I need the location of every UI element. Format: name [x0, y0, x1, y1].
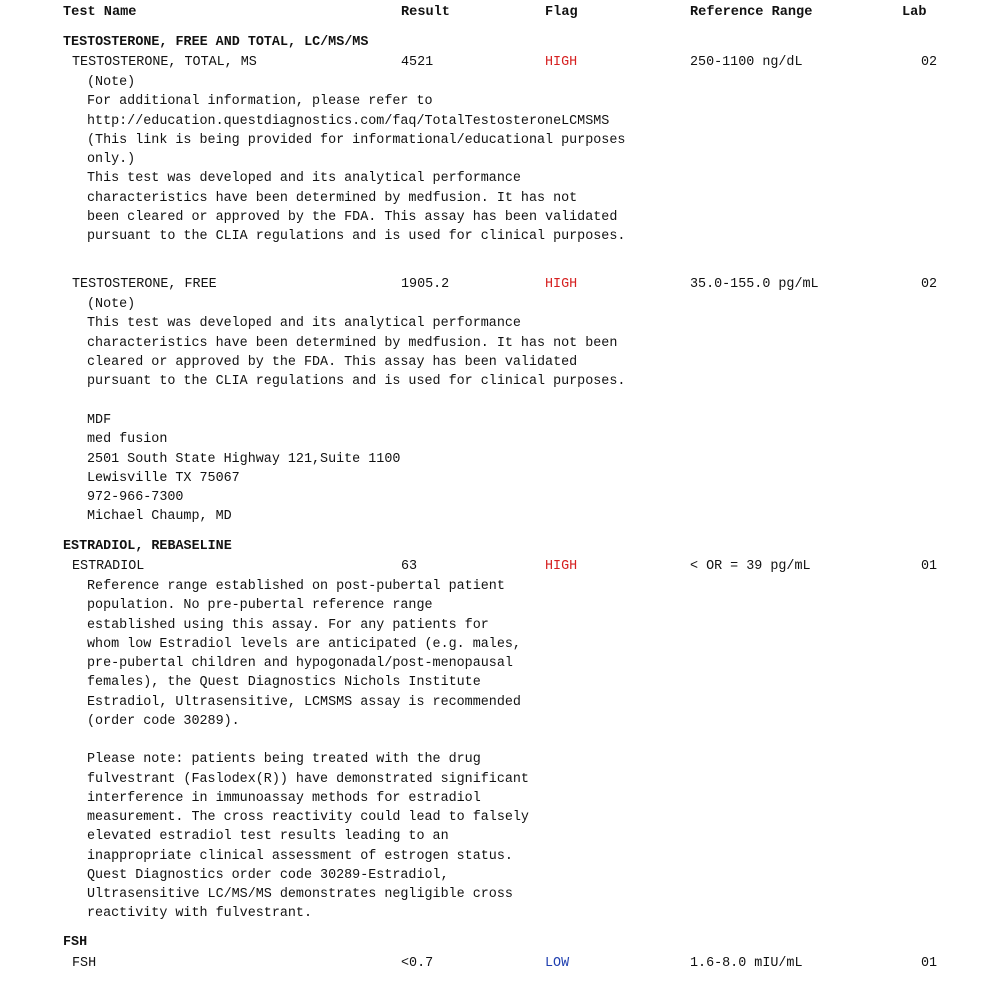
lab-code: 02: [921, 277, 938, 292]
section-title-fsh: FSH: [63, 935, 88, 950]
result-value: 1905.2: [401, 277, 450, 292]
lab-code: 01: [921, 559, 938, 574]
flag-low: LOW: [545, 956, 570, 971]
flag-high: HIGH: [545, 55, 578, 70]
lab-code: 01: [921, 956, 938, 971]
column-header-flag: Flag: [545, 5, 578, 20]
test-name: ESTRADIOL: [72, 559, 145, 574]
reference-range: < OR = 39 pg/mL: [690, 559, 811, 574]
lab-address-block: MDF med fusion 2501 South State Highway 121,Suite 1100 Lewisville TX 75067 972-966-7300 Michael Chaump, MD: [87, 413, 401, 525]
column-header-test-name: Test Name: [63, 5, 137, 20]
test-name: TESTOSTERONE, FREE: [72, 277, 217, 292]
lab-code: 02: [921, 55, 938, 70]
reference-range: 35.0-155.0 pg/mL: [690, 277, 819, 292]
flag-high: HIGH: [545, 559, 578, 574]
column-header-reference-range: Reference Range: [690, 5, 813, 20]
column-header-lab: Lab: [902, 5, 927, 20]
reference-range: 1.6-8.0 mIU/mL: [690, 956, 803, 971]
result-value: <0.7: [401, 956, 434, 971]
test-name: TESTOSTERONE, TOTAL, MS: [72, 55, 257, 70]
note-testosterone-free: (Note) This test was developed and its analytical performance characteristics have been determined by medfusion. It has not been cleared or approved by the FDA. This assay has been validated pursuant to the CLIA regulations and is used for clinical purposes.: [87, 297, 626, 389]
test-name: FSH: [72, 956, 97, 971]
reference-range: 250-1100 ng/dL: [690, 55, 803, 70]
section-title-estradiol: ESTRADIOL, REBASELINE: [63, 539, 232, 554]
note-testosterone-total: (Note) For additional information, please refer to http://education.questdiagnostics.com/faq/TotalTestosteroneLCMSMS (This link is being provided for informational/educational purposes only.) This test was developed and its analytical performance characteristics have been determined by medfusion. It has not been cleared or approved by the FDA. This assay has been validated pursuant to the CLIA regulations and is used for clinical purposes.: [87, 75, 626, 244]
note-estradiol: Reference range established on post-pubertal patient population. No pre-pubertal reference range established using this assay. For any patients for whom low Estradiol levels are anticipated (e.g. males, pre-pubertal children and hypogonadal/post-menopausal females), the Quest Diagnostics Nichols Institute Estradiol, Ultrasensitive, LCMSMS assay is recommended (order code 30289). Please note: patients being treated with the drug fulvestrant (Faslodex(R)) have demonstrated significant interference in immunoassay methods for estradiol measurement. The cross reactivity could lead to falsely elevated estradiol test results leading to an inappropriate clinical assessment of estrogen status. Quest Diagnostics order code 30289-Estradiol, Ultrasensitive LC/MS/MS demonstrates negligible cross reactivity with fulvestrant.: [87, 579, 529, 922]
result-value: 63: [401, 559, 418, 574]
column-header-result: Result: [401, 5, 450, 20]
flag-high: HIGH: [545, 277, 578, 292]
result-value: 4521: [401, 55, 434, 70]
section-title-testosterone: TESTOSTERONE, FREE AND TOTAL, LC/MS/MS: [63, 35, 369, 50]
